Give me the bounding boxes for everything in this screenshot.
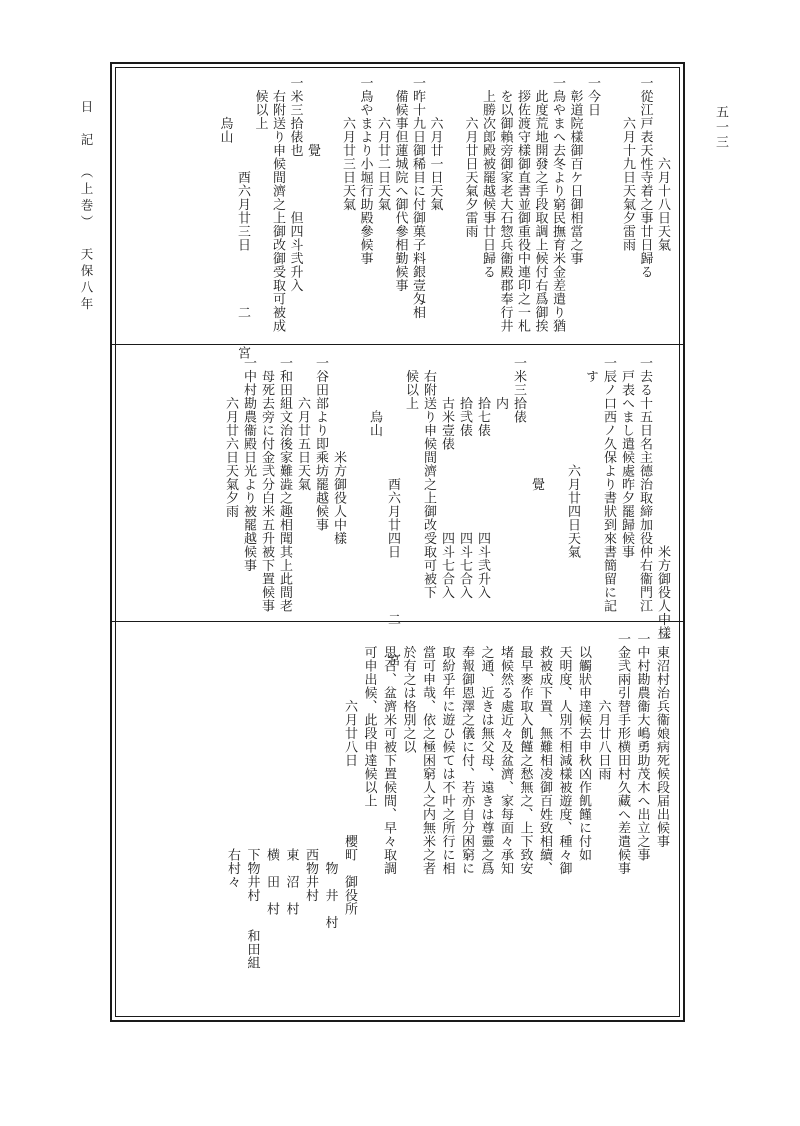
text-column: 之通、近きは無父母、遠きは尊靈之爲 xyxy=(478,632,494,875)
text-column: 横 田 村 xyxy=(264,632,279,916)
text-column: 救被成下置、無難相凌御百姓致相續、 xyxy=(537,632,552,875)
text-column: 一和田組文治後家難澁之趣相聞其上此間老 xyxy=(277,356,292,613)
text-column: 一中村勘農衞大嶋勇助茂木へ出立之事 xyxy=(634,632,650,862)
text-column: 堵候然る處近々及盆濟、家每面々承知 xyxy=(498,632,513,875)
text-column: 候以上 xyxy=(403,356,418,410)
text-column: 六月廿二日天氣 xyxy=(375,76,390,211)
text-column: 一東沼村治兵衞娘病死候段届出候事 xyxy=(654,632,669,848)
text-column: 拶佐渡守樣御直書並御重役中連印之一札 xyxy=(515,76,530,333)
text-column: 古米壹俵 四斗七合入 xyxy=(439,356,454,599)
text-column: 一金弐兩引替手形横田村久藏へ差遣候事 xyxy=(615,632,630,875)
text-column: 一今日 xyxy=(585,76,600,117)
text-column: 六月廿六日天氣夕雨 xyxy=(223,356,238,518)
text-column: 上勝次郎殿被罷越候事廿日歸る xyxy=(480,76,495,279)
text-column: 六月廿八日雨 xyxy=(595,632,611,781)
text-column: 拾弐俵 四斗七合入 xyxy=(457,356,472,599)
text-column: 六月十九日天氣夕雷雨 xyxy=(620,76,635,252)
running-header-era: 天保八年 xyxy=(79,247,94,314)
text-column: 酉六月廿四日 二 宮 xyxy=(385,356,400,667)
text-column: 米方御役人中樣 xyxy=(331,356,346,545)
text-column xyxy=(444,76,462,344)
text-column: 拾七俵 四斗弐升入 xyxy=(475,356,490,599)
text-column: 米方御役人中樣 xyxy=(655,356,670,640)
text-column: 彰道院樣御百ケ日御相當之事 xyxy=(567,76,583,265)
text-column: 以觸狀申達候去申秋凶作飢饉に付如 xyxy=(576,632,591,862)
running-header-volume: （上巻） xyxy=(79,165,94,232)
text-column: 六月廿四日天氣 xyxy=(565,356,580,559)
text-column: 六月廿日天氣夕雷雨 xyxy=(462,76,478,238)
text-column: 一米三拾俵 xyxy=(511,356,526,424)
text-column: 烏山 xyxy=(217,76,233,144)
text-column: を以御賴旁御家老大石惣兵衞殿郡奉行井 xyxy=(497,76,513,333)
text-column: 一谷田部より即乘坊罷越候事 xyxy=(313,356,328,532)
running-header xyxy=(78,100,94,314)
text-column: 當可申哉、依之極困窮人之内無米之者 xyxy=(420,632,435,875)
text-column xyxy=(347,356,365,618)
text-column: 思召、盆濟米可被下置候間、早々取調 xyxy=(381,632,396,875)
text-column: 右附送り申候間濟之上御改御受取可被成 xyxy=(270,76,285,333)
text-column: 西物井村 xyxy=(303,632,318,902)
text-column: 内 xyxy=(493,356,508,410)
tier-1-text xyxy=(123,76,671,360)
text-column: 戸表へまし遣候處昨夕罷歸候事 xyxy=(619,356,634,559)
tier-divider-1 xyxy=(112,344,683,345)
text-column: 一從江戸表天性寺着之事廿日歸る xyxy=(637,76,653,279)
text-column: 六月廿一日天氣 xyxy=(427,76,443,211)
text-column: 酉六月廿三日 二 宮 xyxy=(235,76,250,360)
text-column xyxy=(321,76,339,344)
text-column: 取紛乎年に遊ひ候ては不叶之所行に相 xyxy=(439,632,455,875)
text-column: 覺 xyxy=(305,76,320,157)
text-column: 一中村勘農衞殿日光より被罷越候事 xyxy=(241,356,256,572)
text-column: 烏山 xyxy=(367,356,382,437)
text-column xyxy=(601,76,619,344)
text-column: 最早麥作取入飢饉之愁無之、上下致安 xyxy=(517,632,533,875)
text-column: 六月廿五日天氣 xyxy=(295,356,310,491)
text-column: す xyxy=(583,356,598,383)
text-column: 候以上 xyxy=(252,76,268,130)
text-column: 一去る十五日名主德治取締加役仲右衞門江 xyxy=(637,356,652,613)
text-column: 一鳥やまより小堀行助殿參候事 xyxy=(357,76,373,265)
text-column: 於有之は格別之以 xyxy=(400,632,416,754)
text-column: 六月廿八日 櫻町 御役所 xyxy=(342,632,357,916)
tier-3-text xyxy=(123,632,671,1010)
text-column: 覺 xyxy=(529,356,544,491)
running-header-title: 日 記 xyxy=(79,100,94,150)
text-column: 物 井 村 xyxy=(322,632,338,929)
tier-2-text xyxy=(123,356,671,667)
text-column: 一米三拾俵也 但四斗弐升入 xyxy=(287,76,303,292)
text-column: 六月十八日天氣 xyxy=(655,76,670,252)
text-column: 奉報御恩澤之儀に付、若亦自分困窮に xyxy=(459,632,474,875)
page-number: 五一三 xyxy=(713,105,728,150)
text-column: 天明度、人別不相減樣被遊度、種々御 xyxy=(556,632,572,875)
text-column: 一辰ノ口西ノ久保より書狀到來書簡留に記 xyxy=(601,356,616,613)
text-column: 六月廿三日天氣 xyxy=(340,76,355,211)
text-column: 右附送り申候間濟之上御改受取可被下 xyxy=(421,356,436,599)
text-column: 下物井村 和田組 xyxy=(244,632,260,970)
text-column: 母死去旁に付金弐分白米五升被下置候事 xyxy=(259,356,274,613)
text-column: 備候事但蓮城院へ御代參相勤候事 xyxy=(392,76,408,292)
text-column: 可申出候、此段申達候以上 xyxy=(361,632,377,808)
text-column: 一鳥やまへ去冬より窮民撫育米金差遣り猶 xyxy=(550,76,565,333)
text-column: 東 沼 村 xyxy=(283,632,299,916)
text-column xyxy=(545,356,563,618)
page-frame xyxy=(110,62,685,1022)
text-column: 此度荒地開發之手段取調上候付右爲御挨 xyxy=(532,76,548,333)
text-column: 一昨十九日御稀目に付御菓子料銀壹匁相 xyxy=(410,76,425,319)
text-column: 右村々 xyxy=(225,632,240,889)
